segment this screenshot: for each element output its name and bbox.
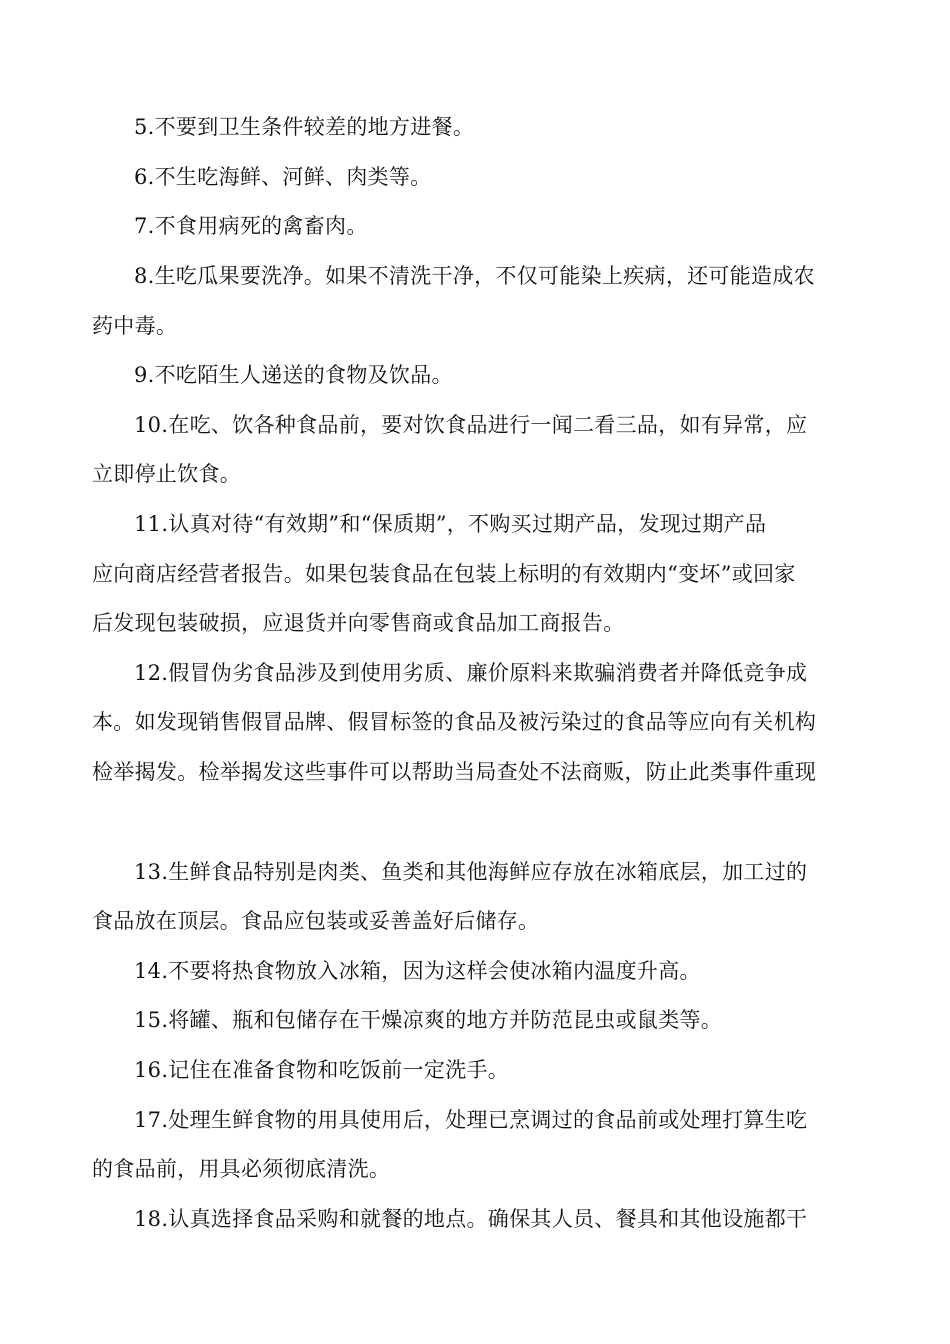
item-17-line-1: 17.处理生鲜食物的用具使用后，处理已烹调过的食品前或处理打算生吃: [134, 1108, 808, 1132]
item-14-line-1: 14.不要将热食物放入冰箱，因为这样会使冰箱内温度升高。: [134, 959, 701, 983]
item-9-line-1: 9.不吃陌生人递送的食物及饮品。: [134, 363, 453, 387]
item-10-line-2: 立即停止饮食。: [92, 462, 242, 486]
item-18-line-1: 18.认真选择食品采购和就餐的地点。确保其人员、餐具和其他设施都干: [134, 1207, 808, 1231]
item-15-line-1: 15.将罐、瓶和包储存在干燥凉爽的地方并防范昆虫或鼠类等。: [134, 1008, 723, 1032]
item-10-line-1: 10.在吃、饮各种食品前，要对饮食品进行一闻二看三品，如有异常，应: [134, 413, 808, 437]
item-5-line-1: 5.不要到卫生条件较差的地方进餐。: [134, 115, 475, 139]
item-12-line-3: 检举揭发。检举揭发这些事件可以帮助当局查处不法商贩，防止此类事件重现: [92, 760, 817, 784]
item-6-line-1: 6.不生吃海鲜、河鲜、肉类等。: [134, 165, 432, 189]
item-12-line-2: 本。如发现销售假冒品牌、假冒标签的食品及被污染过的食品等应向有关机构: [92, 710, 817, 734]
item-17-line-2: 的食品前，用具必须彻底清洗。: [92, 1157, 391, 1181]
item-11-line-3: 后发现包装破损，应退货并向零售商或食品加工商报告。: [92, 611, 625, 635]
item-16-line-1: 16.记住在准备食物和吃饭前一定洗手。: [134, 1058, 510, 1082]
item-8-line-1: 8.生吃瓜果要洗净。如果不清洗干净，不仅可能染上疾病，还可能造成农: [134, 264, 815, 288]
item-11-line-1: 11.认真对待“有效期”和“保质期”，不购买过期产品，发现过期产品: [134, 512, 767, 536]
item-13-line-1: 13.生鲜食品特别是肉类、鱼类和其他海鲜应存放在冰箱底层，加工过的: [134, 860, 808, 884]
item-8-line-2: 药中毒。: [92, 314, 178, 338]
item-12-line-1: 12.假冒伪劣食品涉及到使用劣质、廉价原料来欺骗消费者并降低竞争成: [134, 661, 808, 685]
item-7-line-1: 7.不食用病死的禽畜肉。: [134, 214, 368, 238]
item-11-line-2: 应向商店经营者报告。如果包装食品在包装上标明的有效期内“变坏”或回家: [92, 562, 796, 586]
item-13-line-2: 食品放在顶层。食品应包装或妥善盖好后储存。: [92, 909, 540, 933]
